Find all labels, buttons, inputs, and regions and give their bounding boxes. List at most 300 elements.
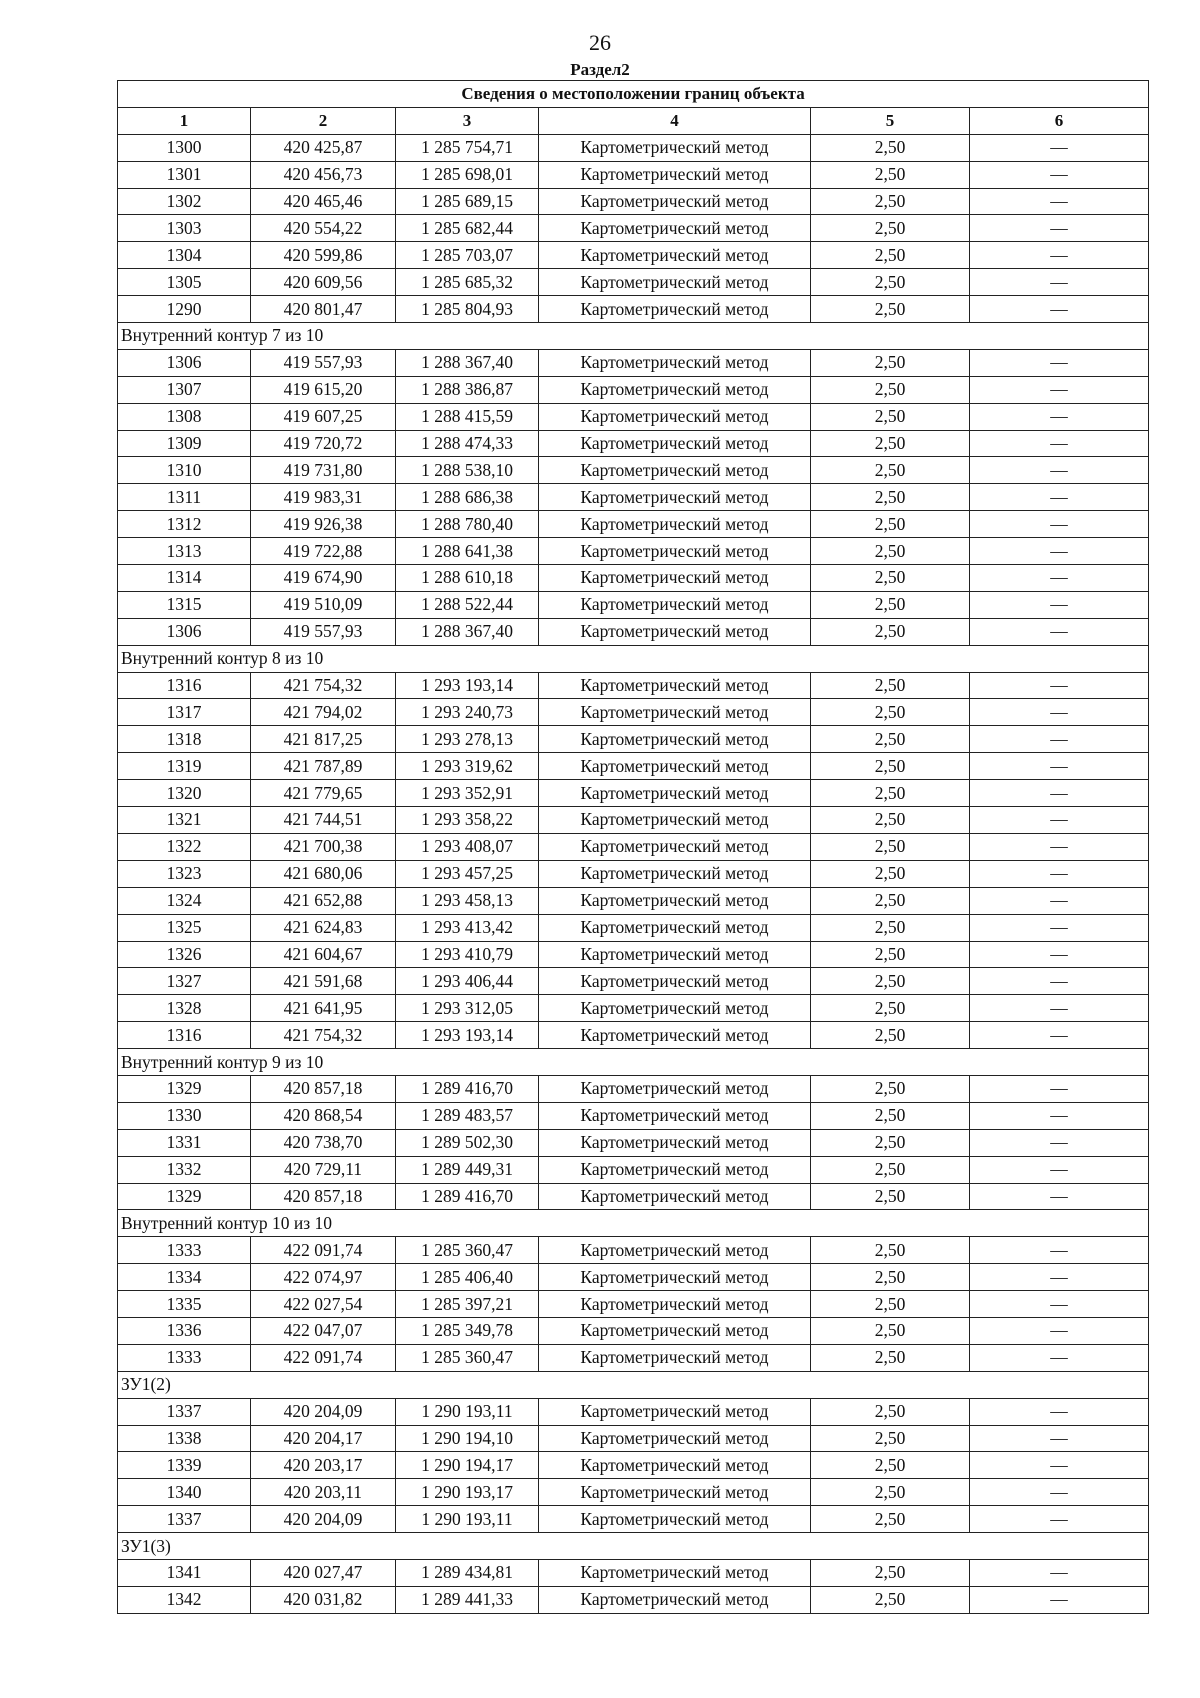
method-cell: Картометрический метод <box>539 995 811 1022</box>
y-coordinate-cell: 1 293 193,14 <box>396 672 539 699</box>
method-cell: Картометрический метод <box>539 726 811 753</box>
point-number-cell: 1306 <box>118 618 251 645</box>
method-cell: Картометрический метод <box>539 511 811 538</box>
table-header-row <box>118 107 1149 134</box>
group-label: ЗУ1(2) <box>118 1371 1149 1398</box>
note-cell: — <box>970 134 1149 161</box>
table-row <box>118 161 1149 188</box>
table-group-row <box>118 1371 1149 1398</box>
table-body <box>118 81 1149 1614</box>
table-group-row <box>118 645 1149 672</box>
point-number-cell: 1317 <box>118 699 251 726</box>
accuracy-cell: 2,50 <box>811 511 970 538</box>
method-cell: Картометрический метод <box>539 484 811 511</box>
method-cell: Картометрический метод <box>539 538 811 565</box>
point-number-cell: 1342 <box>118 1586 251 1613</box>
method-cell: Картометрический метод <box>539 430 811 457</box>
method-cell: Картометрический метод <box>539 968 811 995</box>
note-cell: — <box>970 1075 1149 1102</box>
note-cell: — <box>970 753 1149 780</box>
point-number-cell: 1322 <box>118 833 251 860</box>
group-label: Внутренний контур 8 из 10 <box>118 645 1149 672</box>
point-number-cell: 1314 <box>118 565 251 592</box>
table-row <box>118 134 1149 161</box>
method-cell: Картометрический метод <box>539 188 811 215</box>
note-cell: — <box>970 968 1149 995</box>
x-coordinate-cell: 419 731,80 <box>251 457 396 484</box>
table-row <box>118 1102 1149 1129</box>
y-coordinate-cell: 1 293 319,62 <box>396 753 539 780</box>
note-cell: — <box>970 430 1149 457</box>
x-coordinate-cell: 419 510,09 <box>251 591 396 618</box>
x-coordinate-cell: 420 868,54 <box>251 1102 396 1129</box>
boundary-coordinates-table <box>117 80 1149 1614</box>
x-coordinate-cell: 421 652,88 <box>251 887 396 914</box>
group-label: ЗУ1(3) <box>118 1533 1149 1560</box>
accuracy-cell: 2,50 <box>811 1237 970 1264</box>
table-row <box>118 269 1149 296</box>
x-coordinate-cell: 420 857,18 <box>251 1075 396 1102</box>
y-coordinate-cell: 1 293 193,14 <box>396 1022 539 1049</box>
x-coordinate-cell: 421 744,51 <box>251 807 396 834</box>
note-cell: — <box>970 941 1149 968</box>
table-row <box>118 457 1149 484</box>
method-cell: Картометрический метод <box>539 699 811 726</box>
note-cell: — <box>970 188 1149 215</box>
method-cell: Картометрический метод <box>539 1586 811 1613</box>
x-coordinate-cell: 420 204,17 <box>251 1425 396 1452</box>
x-coordinate-cell: 420 465,46 <box>251 188 396 215</box>
method-cell: Картометрический метод <box>539 1425 811 1452</box>
table-row <box>118 1559 1149 1586</box>
column-header: 2 <box>251 107 396 134</box>
note-cell: — <box>970 1344 1149 1371</box>
point-number-cell: 1336 <box>118 1317 251 1344</box>
note-cell: — <box>970 1317 1149 1344</box>
x-coordinate-cell: 421 754,32 <box>251 1022 396 1049</box>
note-cell: — <box>970 618 1149 645</box>
note-cell: — <box>970 726 1149 753</box>
x-coordinate-cell: 421 779,65 <box>251 780 396 807</box>
accuracy-cell: 2,50 <box>811 1317 970 1344</box>
point-number-cell: 1328 <box>118 995 251 1022</box>
accuracy-cell: 2,50 <box>811 1291 970 1318</box>
y-coordinate-cell: 1 293 240,73 <box>396 699 539 726</box>
y-coordinate-cell: 1 289 441,33 <box>396 1586 539 1613</box>
note-cell: — <box>970 1452 1149 1479</box>
point-number-cell: 1331 <box>118 1129 251 1156</box>
point-number-cell: 1307 <box>118 376 251 403</box>
y-coordinate-cell: 1 285 689,15 <box>396 188 539 215</box>
note-cell: — <box>970 403 1149 430</box>
point-number-cell: 1316 <box>118 672 251 699</box>
accuracy-cell: 2,50 <box>811 941 970 968</box>
table-row <box>118 484 1149 511</box>
method-cell: Картометрический метод <box>539 1452 811 1479</box>
group-label: Внутренний контур 9 из 10 <box>118 1049 1149 1076</box>
accuracy-cell: 2,50 <box>811 1479 970 1506</box>
y-coordinate-cell: 1 293 278,13 <box>396 726 539 753</box>
y-coordinate-cell: 1 293 457,25 <box>396 860 539 887</box>
y-coordinate-cell: 1 288 686,38 <box>396 484 539 511</box>
note-cell: — <box>970 511 1149 538</box>
accuracy-cell: 2,50 <box>811 403 970 430</box>
table-row <box>118 1237 1149 1264</box>
x-coordinate-cell: 419 983,31 <box>251 484 396 511</box>
accuracy-cell: 2,50 <box>811 215 970 242</box>
note-cell: — <box>970 699 1149 726</box>
y-coordinate-cell: 1 289 416,70 <box>396 1183 539 1210</box>
table-row <box>118 968 1149 995</box>
y-coordinate-cell: 1 285 397,21 <box>396 1291 539 1318</box>
table-row <box>118 1183 1149 1210</box>
method-cell: Картометрический метод <box>539 349 811 376</box>
method-cell: Картометрический метод <box>539 1183 811 1210</box>
note-cell: — <box>970 591 1149 618</box>
accuracy-cell: 2,50 <box>811 968 970 995</box>
y-coordinate-cell: 1 288 386,87 <box>396 376 539 403</box>
x-coordinate-cell: 419 557,93 <box>251 349 396 376</box>
y-coordinate-cell: 1 288 538,10 <box>396 457 539 484</box>
note-cell: — <box>970 349 1149 376</box>
method-cell: Картометрический метод <box>539 753 811 780</box>
point-number-cell: 1290 <box>118 296 251 323</box>
note-cell: — <box>970 1183 1149 1210</box>
y-coordinate-cell: 1 289 483,57 <box>396 1102 539 1129</box>
point-number-cell: 1310 <box>118 457 251 484</box>
table-row <box>118 833 1149 860</box>
table-row <box>118 1344 1149 1371</box>
point-number-cell: 1316 <box>118 1022 251 1049</box>
method-cell: Картометрический метод <box>539 1479 811 1506</box>
y-coordinate-cell: 1 289 449,31 <box>396 1156 539 1183</box>
point-number-cell: 1302 <box>118 188 251 215</box>
accuracy-cell: 2,50 <box>811 1425 970 1452</box>
table-row <box>118 215 1149 242</box>
point-number-cell: 1333 <box>118 1237 251 1264</box>
method-cell: Картометрический метод <box>539 161 811 188</box>
column-header: 4 <box>539 107 811 134</box>
point-number-cell: 1338 <box>118 1425 251 1452</box>
point-number-cell: 1323 <box>118 860 251 887</box>
y-coordinate-cell: 1 288 610,18 <box>396 565 539 592</box>
note-cell: — <box>970 565 1149 592</box>
x-coordinate-cell: 421 787,89 <box>251 753 396 780</box>
note-cell: — <box>970 1102 1149 1129</box>
point-number-cell: 1320 <box>118 780 251 807</box>
note-cell: — <box>970 1425 1149 1452</box>
accuracy-cell: 2,50 <box>811 296 970 323</box>
x-coordinate-cell: 421 680,06 <box>251 860 396 887</box>
accuracy-cell: 2,50 <box>811 188 970 215</box>
x-coordinate-cell: 422 074,97 <box>251 1264 396 1291</box>
y-coordinate-cell: 1 285 804,93 <box>396 296 539 323</box>
note-cell: — <box>970 833 1149 860</box>
accuracy-cell: 2,50 <box>811 1559 970 1586</box>
accuracy-cell: 2,50 <box>811 780 970 807</box>
table-row <box>118 591 1149 618</box>
method-cell: Картометрический метод <box>539 914 811 941</box>
x-coordinate-cell: 420 203,11 <box>251 1479 396 1506</box>
x-coordinate-cell: 422 047,07 <box>251 1317 396 1344</box>
accuracy-cell: 2,50 <box>811 726 970 753</box>
y-coordinate-cell: 1 293 410,79 <box>396 941 539 968</box>
table-row <box>118 753 1149 780</box>
x-coordinate-cell: 421 754,32 <box>251 672 396 699</box>
accuracy-cell: 2,50 <box>811 1075 970 1102</box>
table-row <box>118 914 1149 941</box>
method-cell: Картометрический метод <box>539 1317 811 1344</box>
table-row <box>118 860 1149 887</box>
x-coordinate-cell: 421 794,02 <box>251 699 396 726</box>
accuracy-cell: 2,50 <box>811 376 970 403</box>
y-coordinate-cell: 1 290 193,11 <box>396 1398 539 1425</box>
point-number-cell: 1332 <box>118 1156 251 1183</box>
accuracy-cell: 2,50 <box>811 618 970 645</box>
point-number-cell: 1305 <box>118 269 251 296</box>
accuracy-cell: 2,50 <box>811 1156 970 1183</box>
y-coordinate-cell: 1 289 502,30 <box>396 1129 539 1156</box>
table-row <box>118 403 1149 430</box>
accuracy-cell: 2,50 <box>811 1129 970 1156</box>
y-coordinate-cell: 1 293 413,42 <box>396 914 539 941</box>
x-coordinate-cell: 419 674,90 <box>251 565 396 592</box>
method-cell: Картометрический метод <box>539 1075 811 1102</box>
y-coordinate-cell: 1 289 416,70 <box>396 1075 539 1102</box>
section-title: Раздел2 <box>570 60 630 79</box>
method-cell: Картометрический метод <box>539 618 811 645</box>
x-coordinate-cell: 419 607,25 <box>251 403 396 430</box>
method-cell: Картометрический метод <box>539 1559 811 1586</box>
method-cell: Картометрический метод <box>539 1291 811 1318</box>
y-coordinate-cell: 1 288 367,40 <box>396 349 539 376</box>
accuracy-cell: 2,50 <box>811 1102 970 1129</box>
note-cell: — <box>970 1506 1149 1533</box>
table-row <box>118 188 1149 215</box>
y-coordinate-cell: 1 285 349,78 <box>396 1317 539 1344</box>
y-coordinate-cell: 1 288 367,40 <box>396 618 539 645</box>
note-cell: — <box>970 1398 1149 1425</box>
point-number-cell: 1301 <box>118 161 251 188</box>
table-row <box>118 1022 1149 1049</box>
table-row <box>118 780 1149 807</box>
method-cell: Картометрический метод <box>539 403 811 430</box>
y-coordinate-cell: 1 288 415,59 <box>396 403 539 430</box>
x-coordinate-cell: 420 031,82 <box>251 1586 396 1613</box>
method-cell: Картометрический метод <box>539 1344 811 1371</box>
table-row <box>118 807 1149 834</box>
note-cell: — <box>970 215 1149 242</box>
note-cell: — <box>970 161 1149 188</box>
accuracy-cell: 2,50 <box>811 1264 970 1291</box>
accuracy-cell: 2,50 <box>811 591 970 618</box>
note-cell: — <box>970 1264 1149 1291</box>
y-coordinate-cell: 1 290 193,11 <box>396 1506 539 1533</box>
point-number-cell: 1335 <box>118 1291 251 1318</box>
method-cell: Картометрический метод <box>539 215 811 242</box>
note-cell: — <box>970 1156 1149 1183</box>
y-coordinate-cell: 1 290 194,10 <box>396 1425 539 1452</box>
x-coordinate-cell: 422 091,74 <box>251 1344 396 1371</box>
note-cell: — <box>970 269 1149 296</box>
table-row <box>118 296 1149 323</box>
x-coordinate-cell: 421 817,25 <box>251 726 396 753</box>
accuracy-cell: 2,50 <box>811 914 970 941</box>
table-row <box>118 1291 1149 1318</box>
x-coordinate-cell: 421 700,38 <box>251 833 396 860</box>
note-cell: — <box>970 484 1149 511</box>
note-cell: — <box>970 672 1149 699</box>
note-cell: — <box>970 1237 1149 1264</box>
x-coordinate-cell: 421 604,67 <box>251 941 396 968</box>
x-coordinate-cell: 421 591,68 <box>251 968 396 995</box>
column-header: 1 <box>118 107 251 134</box>
note-cell: — <box>970 1129 1149 1156</box>
table-row <box>118 1398 1149 1425</box>
point-number-cell: 1329 <box>118 1075 251 1102</box>
x-coordinate-cell: 419 615,20 <box>251 376 396 403</box>
point-number-cell: 1306 <box>118 349 251 376</box>
point-number-cell: 1315 <box>118 591 251 618</box>
point-number-cell: 1303 <box>118 215 251 242</box>
accuracy-cell: 2,50 <box>811 1506 970 1533</box>
y-coordinate-cell: 1 285 754,71 <box>396 134 539 161</box>
x-coordinate-cell: 420 857,18 <box>251 1183 396 1210</box>
method-cell: Картометрический метод <box>539 807 811 834</box>
table-row <box>118 1156 1149 1183</box>
y-coordinate-cell: 1 288 780,40 <box>396 511 539 538</box>
accuracy-cell: 2,50 <box>811 672 970 699</box>
accuracy-cell: 2,50 <box>811 1344 970 1371</box>
table-row <box>118 941 1149 968</box>
table-row <box>118 242 1149 269</box>
method-cell: Картометрический метод <box>539 887 811 914</box>
point-number-cell: 1324 <box>118 887 251 914</box>
table-caption: Сведения о местоположении границ объекта <box>118 81 1149 108</box>
method-cell: Картометрический метод <box>539 1237 811 1264</box>
note-cell: — <box>970 1586 1149 1613</box>
x-coordinate-cell: 419 926,38 <box>251 511 396 538</box>
column-header: 5 <box>811 107 970 134</box>
note-cell: — <box>970 1291 1149 1318</box>
table-row <box>118 565 1149 592</box>
accuracy-cell: 2,50 <box>811 484 970 511</box>
table-group-row <box>118 323 1149 350</box>
note-cell: — <box>970 296 1149 323</box>
x-coordinate-cell: 419 722,88 <box>251 538 396 565</box>
point-number-cell: 1340 <box>118 1479 251 1506</box>
point-number-cell: 1300 <box>118 134 251 161</box>
accuracy-cell: 2,50 <box>811 242 970 269</box>
method-cell: Картометрический метод <box>539 1506 811 1533</box>
point-number-cell: 1312 <box>118 511 251 538</box>
accuracy-cell: 2,50 <box>811 753 970 780</box>
x-coordinate-cell: 422 027,54 <box>251 1291 396 1318</box>
point-number-cell: 1329 <box>118 1183 251 1210</box>
table-group-row <box>118 1533 1149 1560</box>
method-cell: Картометрический метод <box>539 269 811 296</box>
page-number: 26 <box>589 30 611 55</box>
table-row <box>118 726 1149 753</box>
method-cell: Картометрический метод <box>539 242 811 269</box>
x-coordinate-cell: 420 801,47 <box>251 296 396 323</box>
accuracy-cell: 2,50 <box>811 134 970 161</box>
y-coordinate-cell: 1 285 698,01 <box>396 161 539 188</box>
point-number-cell: 1311 <box>118 484 251 511</box>
x-coordinate-cell: 420 456,73 <box>251 161 396 188</box>
table-row <box>118 1075 1149 1102</box>
table-row <box>118 430 1149 457</box>
x-coordinate-cell: 420 599,86 <box>251 242 396 269</box>
point-number-cell: 1333 <box>118 1344 251 1371</box>
y-coordinate-cell: 1 289 434,81 <box>396 1559 539 1586</box>
accuracy-cell: 2,50 <box>811 269 970 296</box>
table-row <box>118 349 1149 376</box>
y-coordinate-cell: 1 293 458,13 <box>396 887 539 914</box>
y-coordinate-cell: 1 285 682,44 <box>396 215 539 242</box>
y-coordinate-cell: 1 293 358,22 <box>396 807 539 834</box>
y-coordinate-cell: 1 290 194,17 <box>396 1452 539 1479</box>
table-row <box>118 672 1149 699</box>
column-header: 3 <box>396 107 539 134</box>
method-cell: Картометрический метод <box>539 296 811 323</box>
x-coordinate-cell: 419 557,93 <box>251 618 396 645</box>
note-cell: — <box>970 1559 1149 1586</box>
point-number-cell: 1337 <box>118 1398 251 1425</box>
point-number-cell: 1337 <box>118 1506 251 1533</box>
method-cell: Картометрический метод <box>539 591 811 618</box>
y-coordinate-cell: 1 293 312,05 <box>396 995 539 1022</box>
y-coordinate-cell: 1 290 193,17 <box>396 1479 539 1506</box>
note-cell: — <box>970 995 1149 1022</box>
method-cell: Картометрический метод <box>539 780 811 807</box>
point-number-cell: 1341 <box>118 1559 251 1586</box>
y-coordinate-cell: 1 288 474,33 <box>396 430 539 457</box>
method-cell: Картометрический метод <box>539 1398 811 1425</box>
method-cell: Картометрический метод <box>539 1129 811 1156</box>
table-row <box>118 1479 1149 1506</box>
x-coordinate-cell: 421 624,83 <box>251 914 396 941</box>
y-coordinate-cell: 1 293 406,44 <box>396 968 539 995</box>
table-row <box>118 376 1149 403</box>
table-row <box>118 1425 1149 1452</box>
group-label: Внутренний контур 7 из 10 <box>118 323 1149 350</box>
accuracy-cell: 2,50 <box>811 807 970 834</box>
table-row <box>118 511 1149 538</box>
y-coordinate-cell: 1 288 641,38 <box>396 538 539 565</box>
note-cell: — <box>970 242 1149 269</box>
table-row <box>118 995 1149 1022</box>
method-cell: Картометрический метод <box>539 941 811 968</box>
accuracy-cell: 2,50 <box>811 565 970 592</box>
point-number-cell: 1339 <box>118 1452 251 1479</box>
table-row <box>118 538 1149 565</box>
method-cell: Картометрический метод <box>539 672 811 699</box>
table-row <box>118 1452 1149 1479</box>
note-cell: — <box>970 887 1149 914</box>
table-row <box>118 1317 1149 1344</box>
method-cell: Картометрический метод <box>539 134 811 161</box>
point-number-cell: 1326 <box>118 941 251 968</box>
point-number-cell: 1325 <box>118 914 251 941</box>
group-label: Внутренний контур 10 из 10 <box>118 1210 1149 1237</box>
note-cell: — <box>970 860 1149 887</box>
table-row <box>118 699 1149 726</box>
method-cell: Картометрический метод <box>539 1022 811 1049</box>
x-coordinate-cell: 420 027,47 <box>251 1559 396 1586</box>
note-cell: — <box>970 538 1149 565</box>
x-coordinate-cell: 420 425,87 <box>251 134 396 161</box>
